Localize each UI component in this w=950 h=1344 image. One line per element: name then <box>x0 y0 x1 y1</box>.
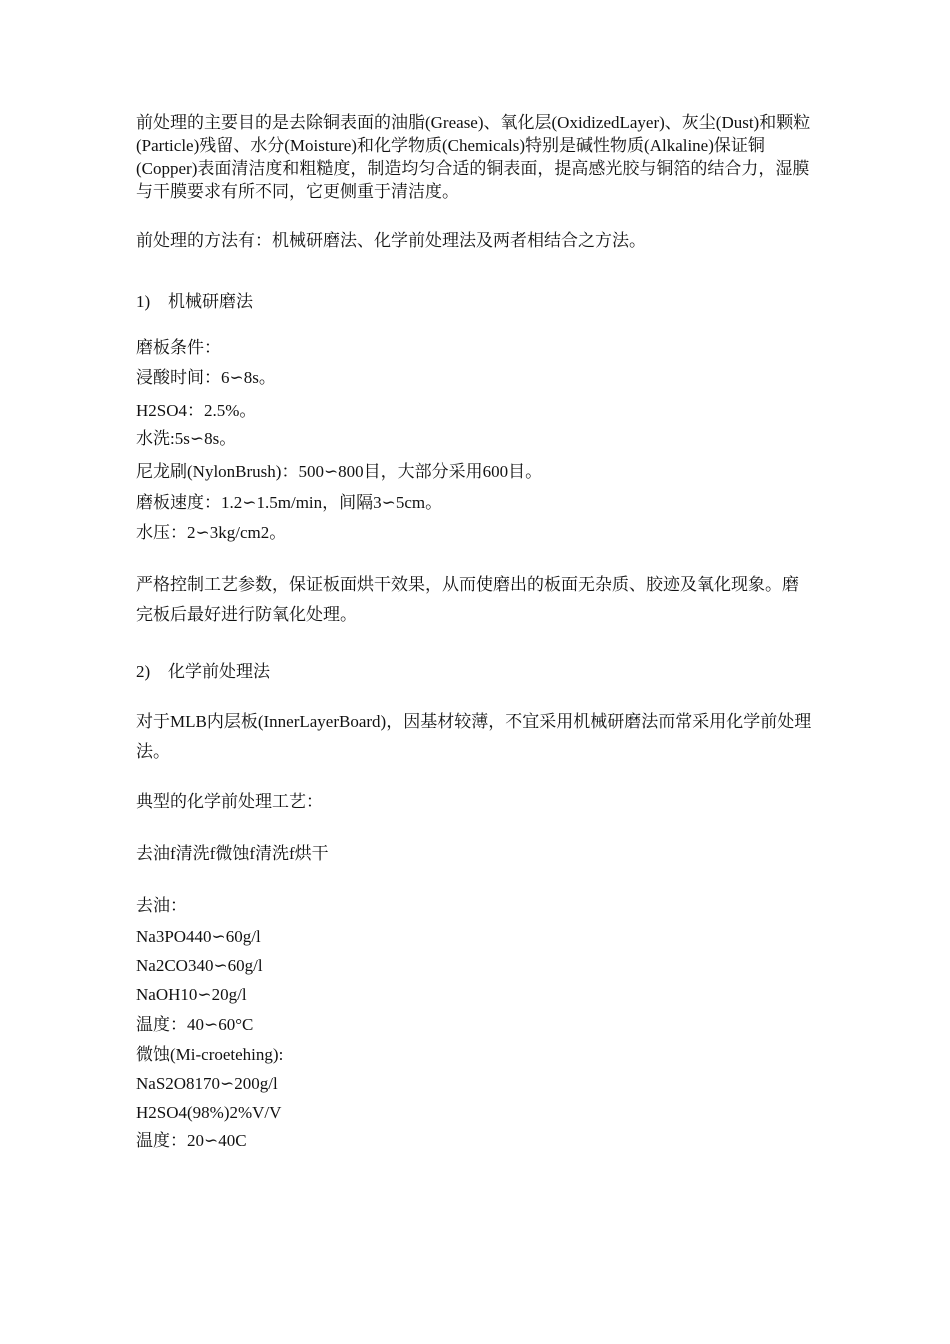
param-line: 去油： <box>136 896 187 915</box>
condition-line: 尼龙刷(NylonBrush)：500∽800目，大部分采用600目。 <box>136 462 543 481</box>
param-line: 温度：40∽60°C <box>136 1015 254 1034</box>
condition-line: 磨板速度：1.2∽1.5m/min，间隔3∽5cm。 <box>136 493 443 512</box>
param-line: Na2CO340∽60g/l <box>136 956 263 975</box>
condition-line: 水压：2∽3kg/cm2。 <box>136 523 287 542</box>
param-line: Na3PO440∽60g/l <box>136 927 261 946</box>
condition-line: 水洗:5s∽8s。 <box>136 429 237 448</box>
intro-paragraph: 前处理的主要目的是去除铜表面的油脂(Grease)、氧化层(OxidizedLayer)、灰尘(Dust)和颗粒(Particle)残留、水分(Moisture)和化学物质(Chemicals)特别是碱性物质(Alkaline)保证铜(Copper)表面清洁度和粗糙度，制造均匀合适的铜表面，提高感光胶与铜箔的结合力，湿膜与干膜要求有所不同，它更侧重于清洁度。 <box>136 113 811 201</box>
param-line: 微蚀(Mi-croetehing): <box>136 1045 284 1064</box>
condition-line: H2SO4：2.5%。 <box>136 401 257 420</box>
section-2-number: 2) <box>136 662 151 681</box>
process-flow: 去油f清洗f微蚀f清洗f烘干 <box>136 844 329 863</box>
param-line: H2SO4(98%)2%V/V <box>136 1103 282 1122</box>
param-line: NaOH10∽20g/l <box>136 985 247 1004</box>
conditions-label: 磨板条件： <box>136 338 221 357</box>
section-2-title: 化学前处理法 <box>168 662 270 681</box>
process-note-paragraph: 严格控制工艺参数，保证板面烘干效果，从而使磨出的板面无杂质、胶迹及氧化现象。磨完板后最好进行防氧化处理。 <box>136 575 799 624</box>
param-line: NaS2O8170∽200g/l <box>136 1074 278 1093</box>
section-1-number: 1) <box>136 292 151 311</box>
section-2-heading <box>136 657 270 682</box>
section-1-title: 机械研磨法 <box>168 292 253 311</box>
section-1-heading <box>136 287 253 312</box>
methods-paragraph: 前处理的方法有：机械研磨法、化学前处理法及两者相结合之方法。 <box>136 231 646 250</box>
typical-process-label: 典型的化学前处理工艺： <box>136 792 323 811</box>
mlb-paragraph: 对于MLB内层板(InnerLayerBoard)，因基材较薄，不宜采用机械研磨法而常采用化学前处理法。 <box>136 712 812 761</box>
condition-line: 浸酸时间：6∽8s。 <box>136 368 276 387</box>
param-line: 温度：20∽40C <box>136 1131 247 1150</box>
